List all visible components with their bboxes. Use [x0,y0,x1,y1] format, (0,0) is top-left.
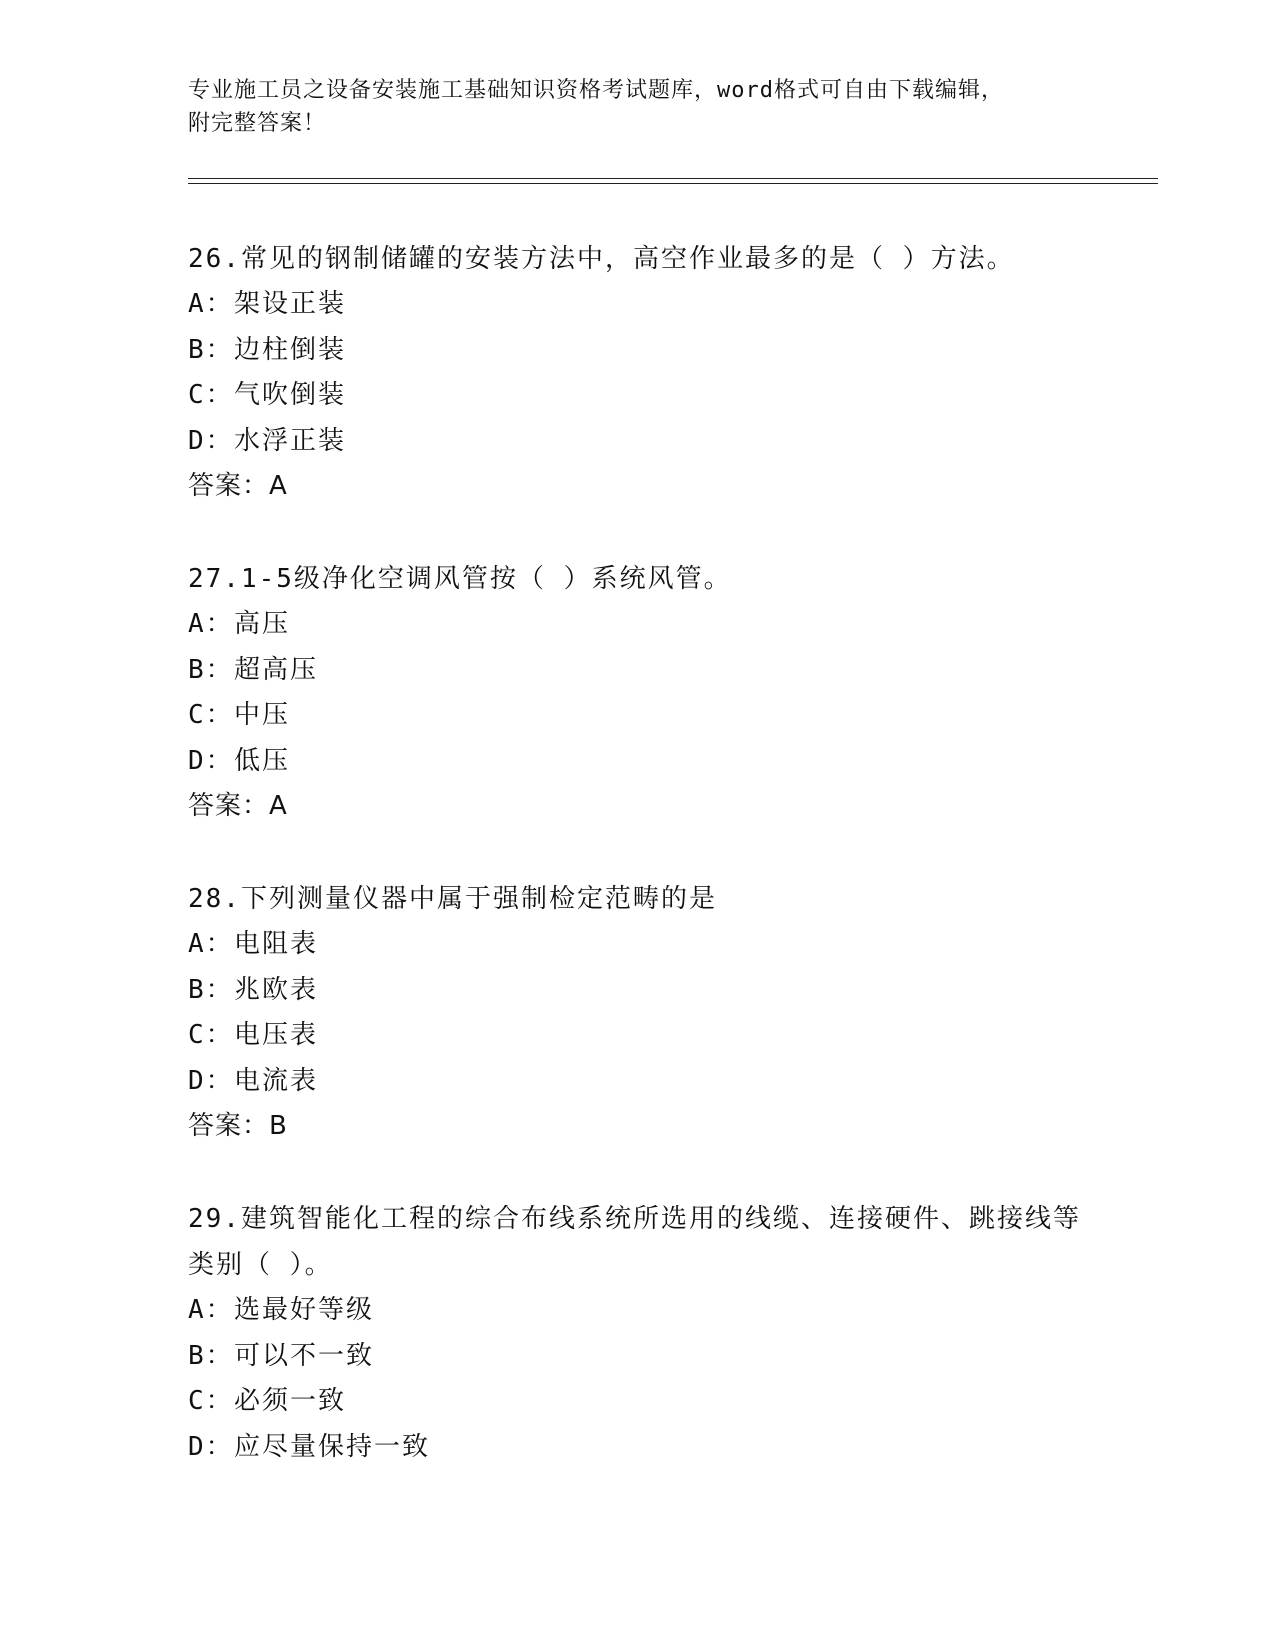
option-c [188,1379,1088,1425]
answer-line: 答案：A [188,791,288,821]
option-text: 架设正装 [234,289,347,319]
question-26 [188,236,1088,510]
option-letter: D： [188,745,234,776]
option-letter: A： [188,1295,234,1325]
header-divider-top [188,178,1158,179]
option-b [188,968,1088,1014]
option-d [188,1059,1088,1105]
option-letter: A： [188,289,234,319]
option-letter: B： [188,654,234,685]
option-text: 中压 [234,700,291,730]
option-letter: B： [188,974,234,1005]
option-letter: D： [188,425,234,456]
answer-line: 答案：A [188,471,288,501]
question-title: 29.建筑智能化工程的综合布线系统所选用的线缆、连接硬件、跳接线等类别（ ）。 [188,1204,1081,1280]
document-header [188,74,1068,140]
option-b [188,328,1088,374]
question-29 [188,1196,1088,1470]
option-letter: C： [188,380,234,410]
option-d [188,419,1088,465]
question-title: 27.1-5级净化空调风管按（ ）系统风管。 [188,564,732,594]
option-letter: D： [188,1431,234,1462]
header-divider-bottom [188,183,1158,184]
option-a [188,922,1088,968]
option-c [188,693,1088,739]
option-text: 兆欧表 [234,974,319,1005]
option-letter: B： [188,334,234,365]
question-28 [188,876,1088,1150]
option-letter: A： [188,929,234,959]
option-a [188,1288,1088,1334]
option-letter: C： [188,1386,234,1416]
option-text: 选最好等级 [234,1295,375,1325]
option-text: 低压 [234,745,291,776]
option-d [188,739,1088,785]
option-letter: D： [188,1065,234,1096]
option-c [188,373,1088,419]
option-text: 可以不一致 [234,1340,375,1371]
option-text: 水浮正装 [234,425,347,456]
option-text: 电阻表 [234,929,319,959]
option-text: 气吹倒装 [234,380,347,410]
option-text: 超高压 [234,654,319,685]
option-text: 电流表 [234,1065,319,1096]
option-text: 边柱倒装 [234,334,347,365]
option-b [188,648,1088,694]
question-27 [188,556,1088,830]
question-title: 26.常见的钢制储罐的安装方法中，高空作业最多的是（ ）方法。 [188,244,1015,274]
answer-line: 答案：B [188,1111,288,1141]
option-text: 必须一致 [234,1386,347,1416]
header-line-2: 附完整答案！ [188,111,327,136]
option-a [188,282,1088,328]
question-title: 28.下列测量仪器中属于强制检定范畴的是 [188,884,717,914]
option-c [188,1013,1088,1059]
option-b [188,1334,1088,1380]
option-a [188,602,1088,648]
header-line-1: 专业施工员之设备安装施工基础知识资格考试题库，word格式可自由下载编辑， [188,78,1004,103]
option-text: 高压 [234,609,291,639]
option-letter: B： [188,1340,234,1371]
option-letter: C： [188,700,234,730]
option-text: 电压表 [234,1020,319,1050]
option-letter: C： [188,1020,234,1050]
option-letter: A： [188,609,234,639]
option-d [188,1425,1088,1471]
option-text: 应尽量保持一致 [234,1431,431,1462]
